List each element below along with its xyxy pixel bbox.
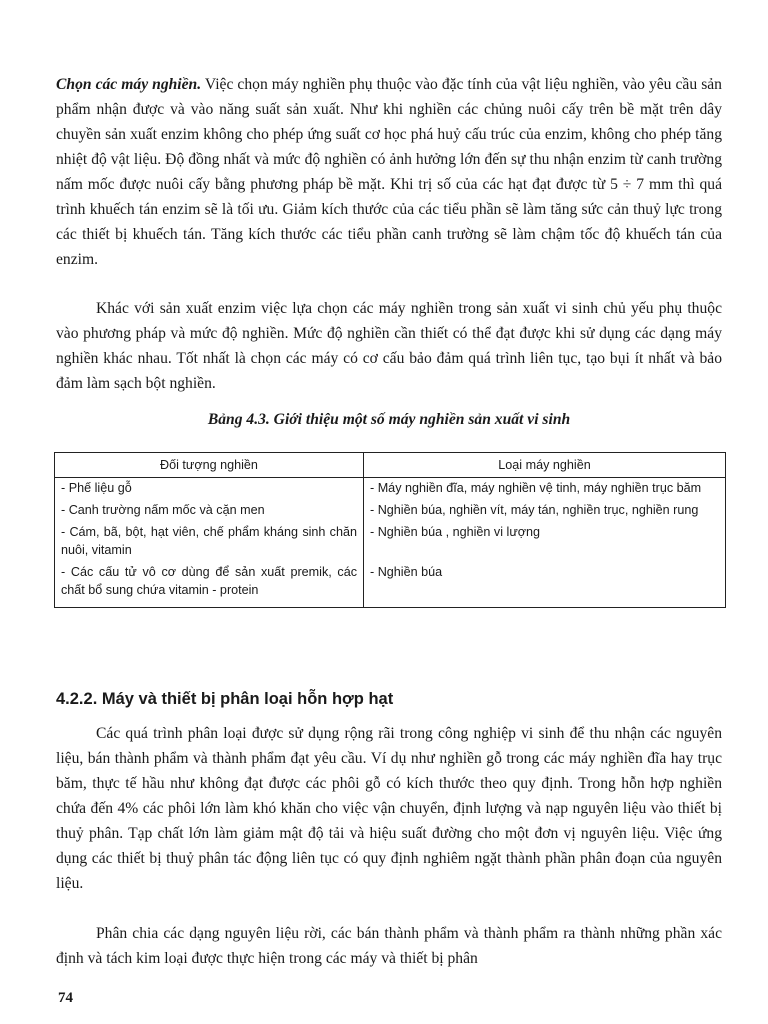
table-row	[55, 478, 726, 501]
page-number: 74	[58, 990, 73, 1006]
paragraph-text: Việc chọn máy nghiền phụ thuộc vào đặc tính của vật liệu nghiền, vào yêu cầu sản phẩm nhận được và vào năng suất sản xuất. Như khi nghiền các chủng nuôi cấy trên bề mặt trên dây chuyền sản xuất enzim không cho phép ứng suất cơ học phá huỷ cấu trúc của enzim, không cho phép tăng nhiệt độ vật liệu. Độ đồng nhất và mức độ nghiền có ảnh hưởng lớn đến sự thu nhận enzim từ canh trường nấm mốc được nuôi cấy bằng phương pháp bề mặt. Khi trị số của các hạt đạt được từ 5 ÷ 7 mm thì quá trình khuếch tán enzim sẽ là tối ưu. Giảm kích thước của các tiểu phần sẽ làm tăng sức cản thuỷ lực trong các thiết bị khuếch tán. Tăng kích thước các tiểu phần canh trường sẽ làm chậm tốc độ khuếch tán của enzim.	[56, 76, 722, 268]
paragraph-lead: Chọn các máy nghiền.	[56, 76, 202, 93]
paragraph-separation: Phân chia các dạng nguyên liệu rời, các bán thành phẩm và thành phẩm ra thành những phần xác định và tách kim loại được thực hiện trong các máy và thiết bị phân	[56, 925, 722, 967]
table-cell-mill-type: - Nghiền búa	[364, 562, 726, 608]
table-row	[55, 562, 726, 608]
table-cell-object: - Phế liệu gỗ	[55, 478, 364, 501]
section-heading: 4.2.2. Máy và thiết bị phân loại hỗn hợp hạt	[56, 690, 394, 708]
table-row	[55, 522, 726, 562]
table-cell-object: - Các cấu tử vô cơ dùng để sản xuất premik, các chất bổ sung chứa vitamin - protein	[55, 562, 364, 608]
table-cell-mill-type: - Máy nghiền đĩa, máy nghiền vệ tinh, máy nghiền trục băm	[364, 478, 726, 501]
table-cell-object: - Cám, bã, bột, hạt viên, chế phẩm kháng sinh chăn nuôi, vitamin	[55, 522, 364, 562]
mill-table	[54, 452, 726, 608]
paragraph-microbial-mills: Khác với sản xuất enzim việc lựa chọn các máy nghiền trong sản xuất vi sinh chủ yếu phụ thuộc vào phương pháp và mức độ nghiền. Mức độ nghiền cần thiết có thể đạt được khi sử dụng các dạng máy nghiền khác nhau. Tốt nhất là chọn các máy có cơ cấu bảo đảm quá trình liên tục, tạo bụi ít nhất và bảo đảm làm sạch bột nghiền.	[56, 300, 722, 392]
table-header-cell: Loại máy nghiền	[364, 453, 726, 478]
paragraph-classification: Các quá trình phân loại được sử dụng rộng rãi trong công nghiệp vi sinh để thu nhận các nguyên liệu, bán thành phẩm và thành phẩm đạt yêu cầu. Ví dụ như nghiền gỗ trong các máy nghiền đĩa hay trục băm, thực tế hầu như không đạt được các phôi gỗ có kích thước theo quy định. Trong hỗn hợp nghiền chứa đến 4% các phôi lớn làm khó khăn cho việc vận chuyển, định lượng và nạp nguyên liệu vào thiết bị thuỷ phân. Tạp chất lớn làm giảm mật độ tải và hiệu suất đường cho một đơn vị nguyên liệu. Việc ứng dụng các thiết bị thuỷ phân tác động liên tục có quy định nghiêm ngặt thành phần phân đoạn của nguyên liệu.	[56, 725, 722, 892]
table-caption: Bảng 4.3. Giới thiệu một số máy nghiền sản xuất vi sinh	[207, 411, 571, 428]
table-cell-mill-type: - Nghiền búa , nghiền vi lượng	[364, 522, 726, 562]
table-header-row	[55, 453, 726, 478]
paragraph-choosing-mills	[56, 72, 722, 272]
table-row	[55, 500, 726, 522]
table-cell-mill-type: - Nghiền búa, nghiền vít, máy tán, nghiền trục, nghiền rung	[364, 500, 726, 522]
table-cell-object: - Canh trường nấm mốc và cặn men	[55, 500, 364, 522]
table-header-cell: Đối tượng nghiền	[55, 453, 364, 478]
